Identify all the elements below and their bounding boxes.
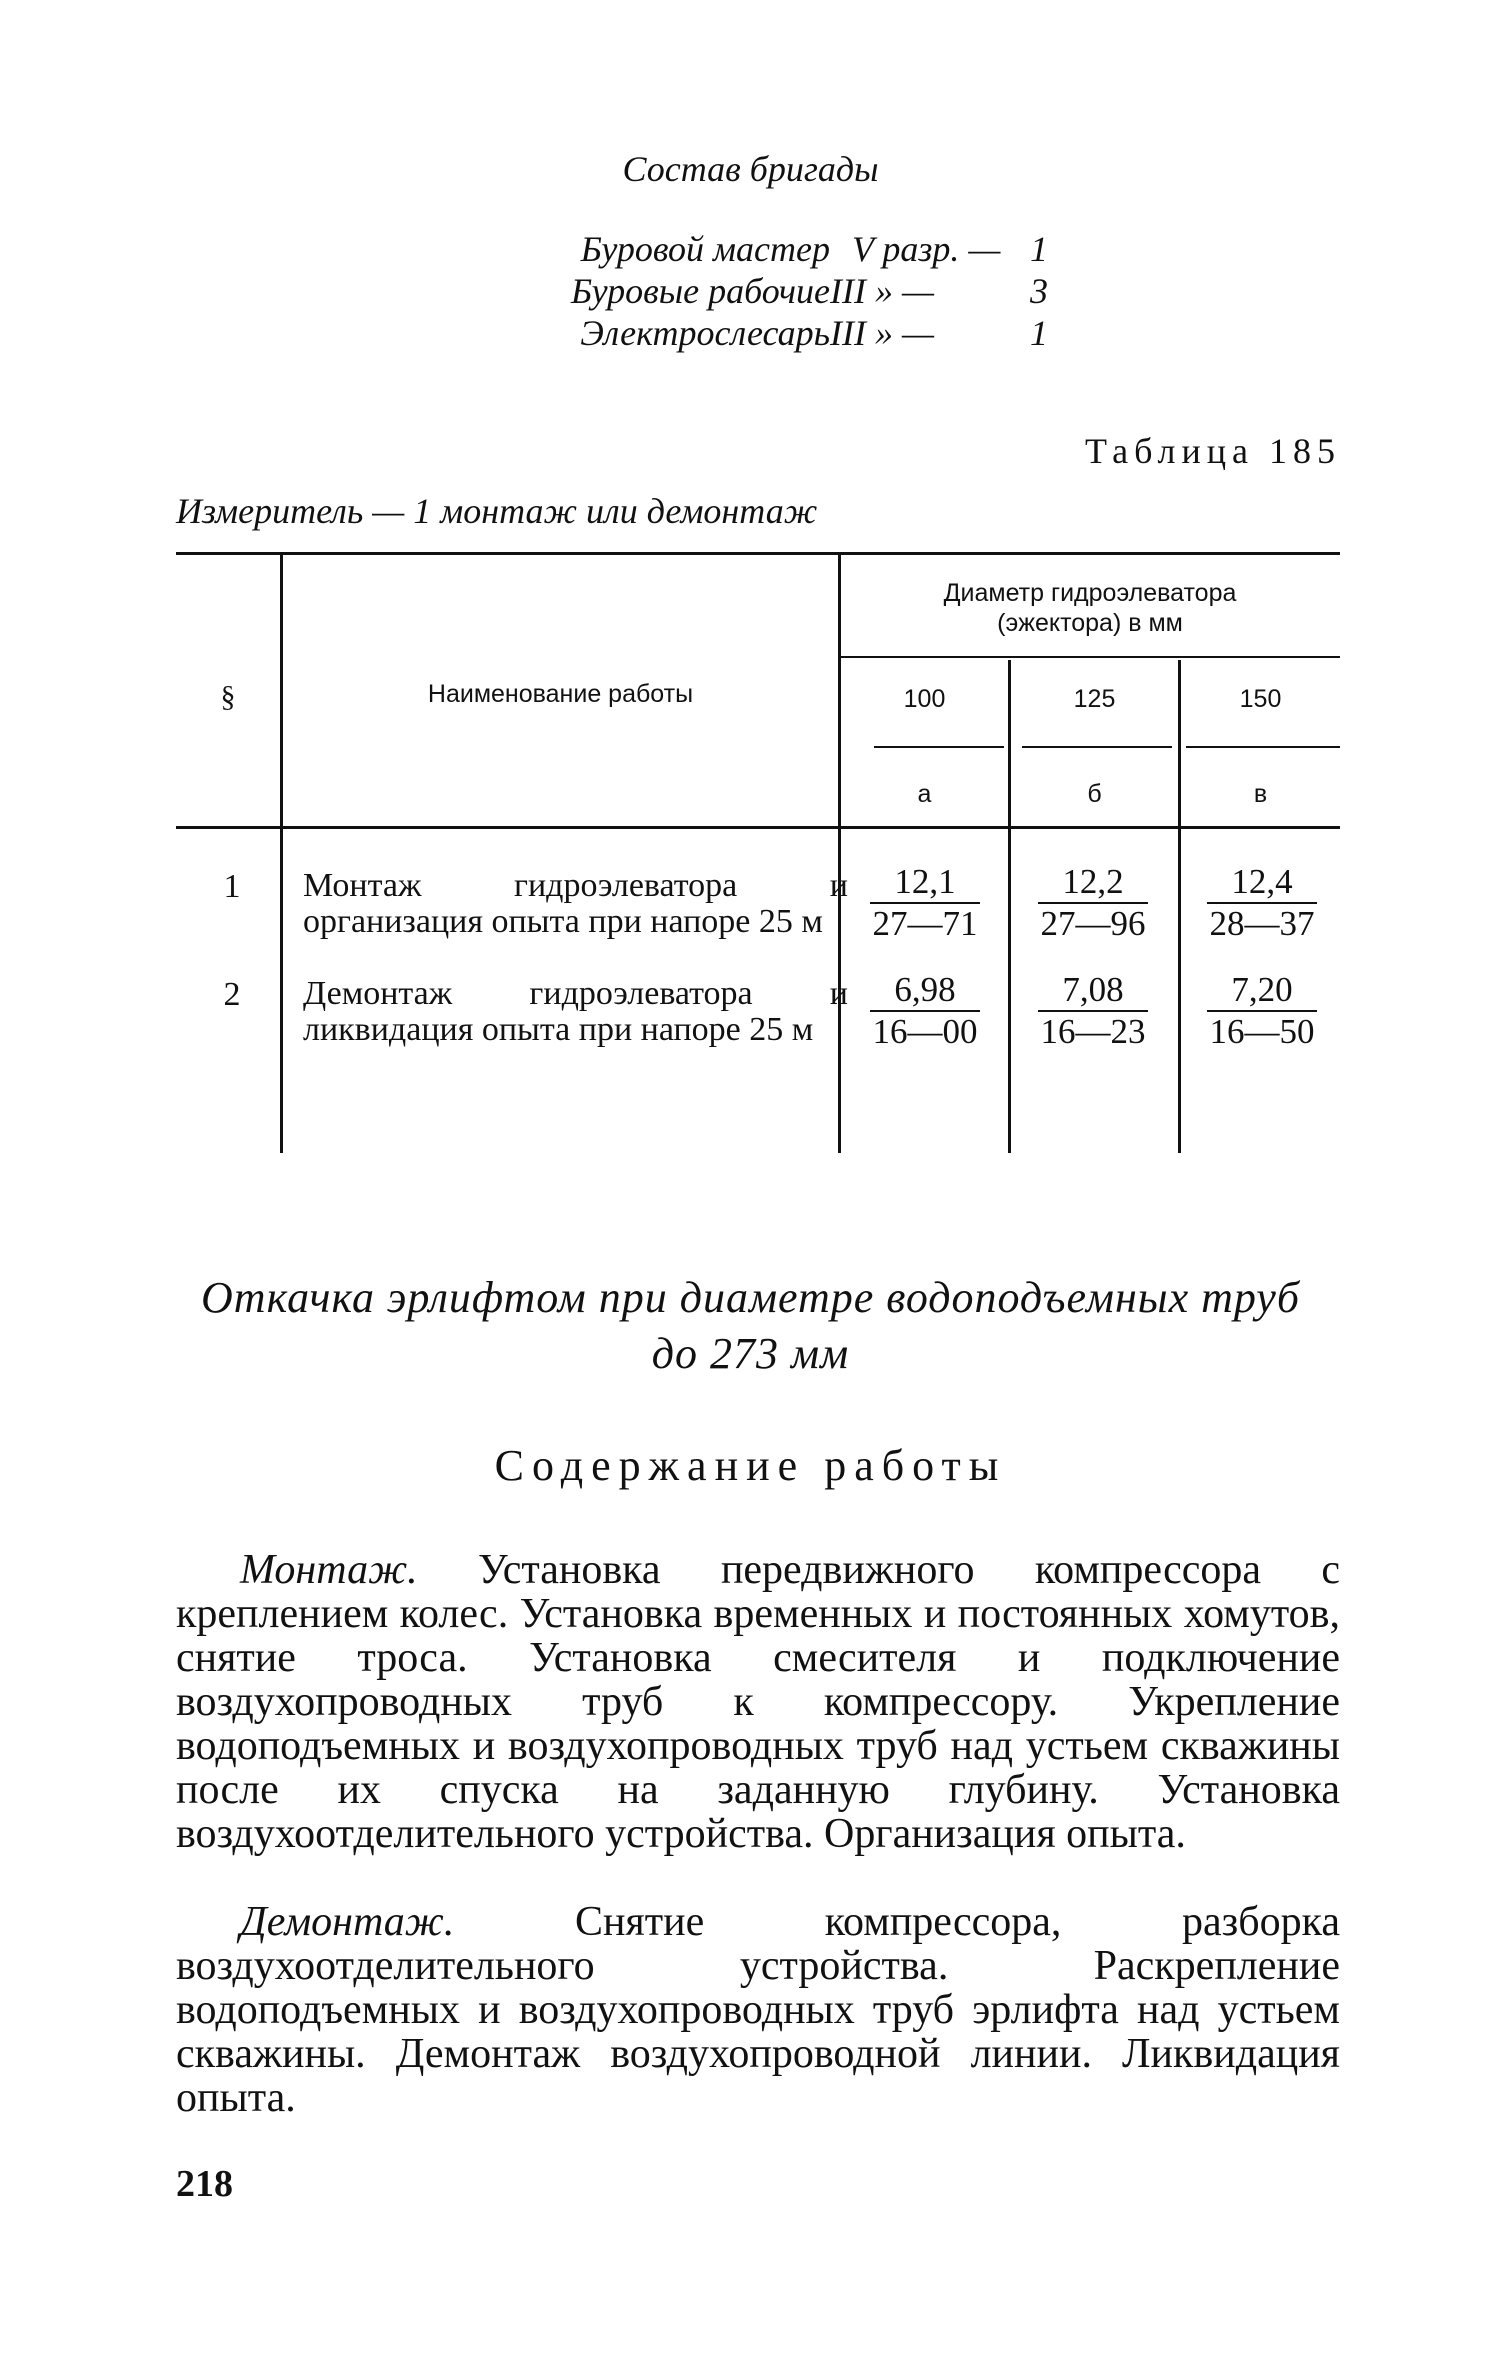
value-denominator: 16—50 xyxy=(1207,1010,1317,1052)
crew-role: Буровой мастер xyxy=(580,229,830,269)
value-numerator: 12,1 xyxy=(894,862,956,901)
paragraph-text: Установка передвижного компрессора с креплением колес. Установка временных и постоянных хомутов, снятие троса. Установка смесителя и подключение воздухопроводных труб к компрессору. Укрепление водоподъемных и воздухопроводных труб над устьем скважины после их спуска на заданную глубину. Установка воздухоотделительного устройства. Организация опыта. xyxy=(176,1547,1341,1857)
value-denominator: 27—96 xyxy=(1038,902,1148,944)
header-diameter: Диаметр гидроэлеватора (эжектора) в мм xyxy=(943,579,1237,637)
header-letter: а xyxy=(917,780,932,808)
row-number: 2 xyxy=(223,976,241,1013)
row-value xyxy=(1013,970,1173,1052)
work-description: Монтаж гидроэлеватора и организация опыта при напоре 25 м xyxy=(303,867,848,940)
table-sub-rule xyxy=(841,656,1340,658)
paragraph-text: Снятие компрессора, разборка воздухоотделительного устройства. Раскрепление водоподъемных и воздухопроводных труб эрлифта над устьем скважины. Демонтаж воздухопроводной линии. Ликвидация опыта. xyxy=(176,1899,1340,2121)
measure-unit: Измеритель — 1 монтаж или демонтаж xyxy=(176,491,818,531)
row-value xyxy=(1182,970,1342,1052)
row-value xyxy=(845,970,1005,1052)
crew-count: 1 xyxy=(1030,229,1048,269)
section-title-text: Откачка эрлифтом при диаметре водоподъемных труб до 273 мм xyxy=(201,1273,1300,1378)
header-size: 125 xyxy=(1073,685,1116,713)
row-number: 1 xyxy=(223,868,241,905)
crew-role: Буровые рабочие xyxy=(570,271,830,311)
row-value xyxy=(1182,862,1342,944)
value-numerator: 6,98 xyxy=(894,970,956,1009)
row-value xyxy=(845,862,1005,944)
work-description: Демонтаж гидроэлеватора и ликвидация опыта при напоре 25 м xyxy=(303,975,848,1048)
table-sub-rule xyxy=(1022,746,1172,748)
paragraph-lead: Демонтаж. xyxy=(240,1899,455,1945)
table-top-rule xyxy=(176,552,1340,555)
crew-count: 3 xyxy=(1030,271,1048,311)
value-numerator: 12,2 xyxy=(1062,862,1124,901)
value-numerator: 12,4 xyxy=(1231,862,1293,901)
table-col-divider xyxy=(1178,660,1181,1153)
content-heading: Содержание работы xyxy=(494,1441,1007,1490)
value-denominator: 16—00 xyxy=(870,1010,980,1052)
crew-grade: III » — xyxy=(830,271,934,311)
value-numerator: 7,20 xyxy=(1231,970,1293,1009)
value-numerator: 7,08 xyxy=(1062,970,1124,1009)
table-number: Таблица 185 xyxy=(1085,431,1341,471)
table-sub-rule xyxy=(874,746,1004,748)
table-col-divider xyxy=(280,555,283,1153)
header-letter: в xyxy=(1253,780,1268,808)
paragraph-lead: Монтаж. xyxy=(240,1547,418,1593)
value-denominator: 28—37 xyxy=(1207,902,1317,944)
table-header-rule xyxy=(176,826,1340,829)
crew-grade: III » — xyxy=(830,313,934,353)
row-value xyxy=(1013,862,1173,944)
section-title xyxy=(0,1270,1501,1382)
paragraph-montage xyxy=(176,1548,1340,1856)
paragraph-demontage xyxy=(176,1900,1340,2120)
crew-grade: V разр. — xyxy=(852,229,1001,269)
header-letter: б xyxy=(1087,780,1102,808)
value-denominator: 27—71 xyxy=(870,902,980,944)
table-col-divider xyxy=(838,555,841,1153)
table-sub-rule xyxy=(1186,746,1340,748)
table-col-divider xyxy=(1008,660,1011,1153)
brigade-title: Состав бригады xyxy=(622,149,879,189)
crew-count: 1 xyxy=(1030,313,1048,353)
header-work-name: Наименование работы xyxy=(427,680,694,708)
page-number: 218 xyxy=(176,2163,233,2205)
crew-role: Электрослесарь xyxy=(580,313,830,353)
value-denominator: 16—23 xyxy=(1038,1010,1148,1052)
header-section: § xyxy=(220,680,236,713)
header-size: 100 xyxy=(903,685,946,713)
header-size: 150 xyxy=(1239,685,1282,713)
